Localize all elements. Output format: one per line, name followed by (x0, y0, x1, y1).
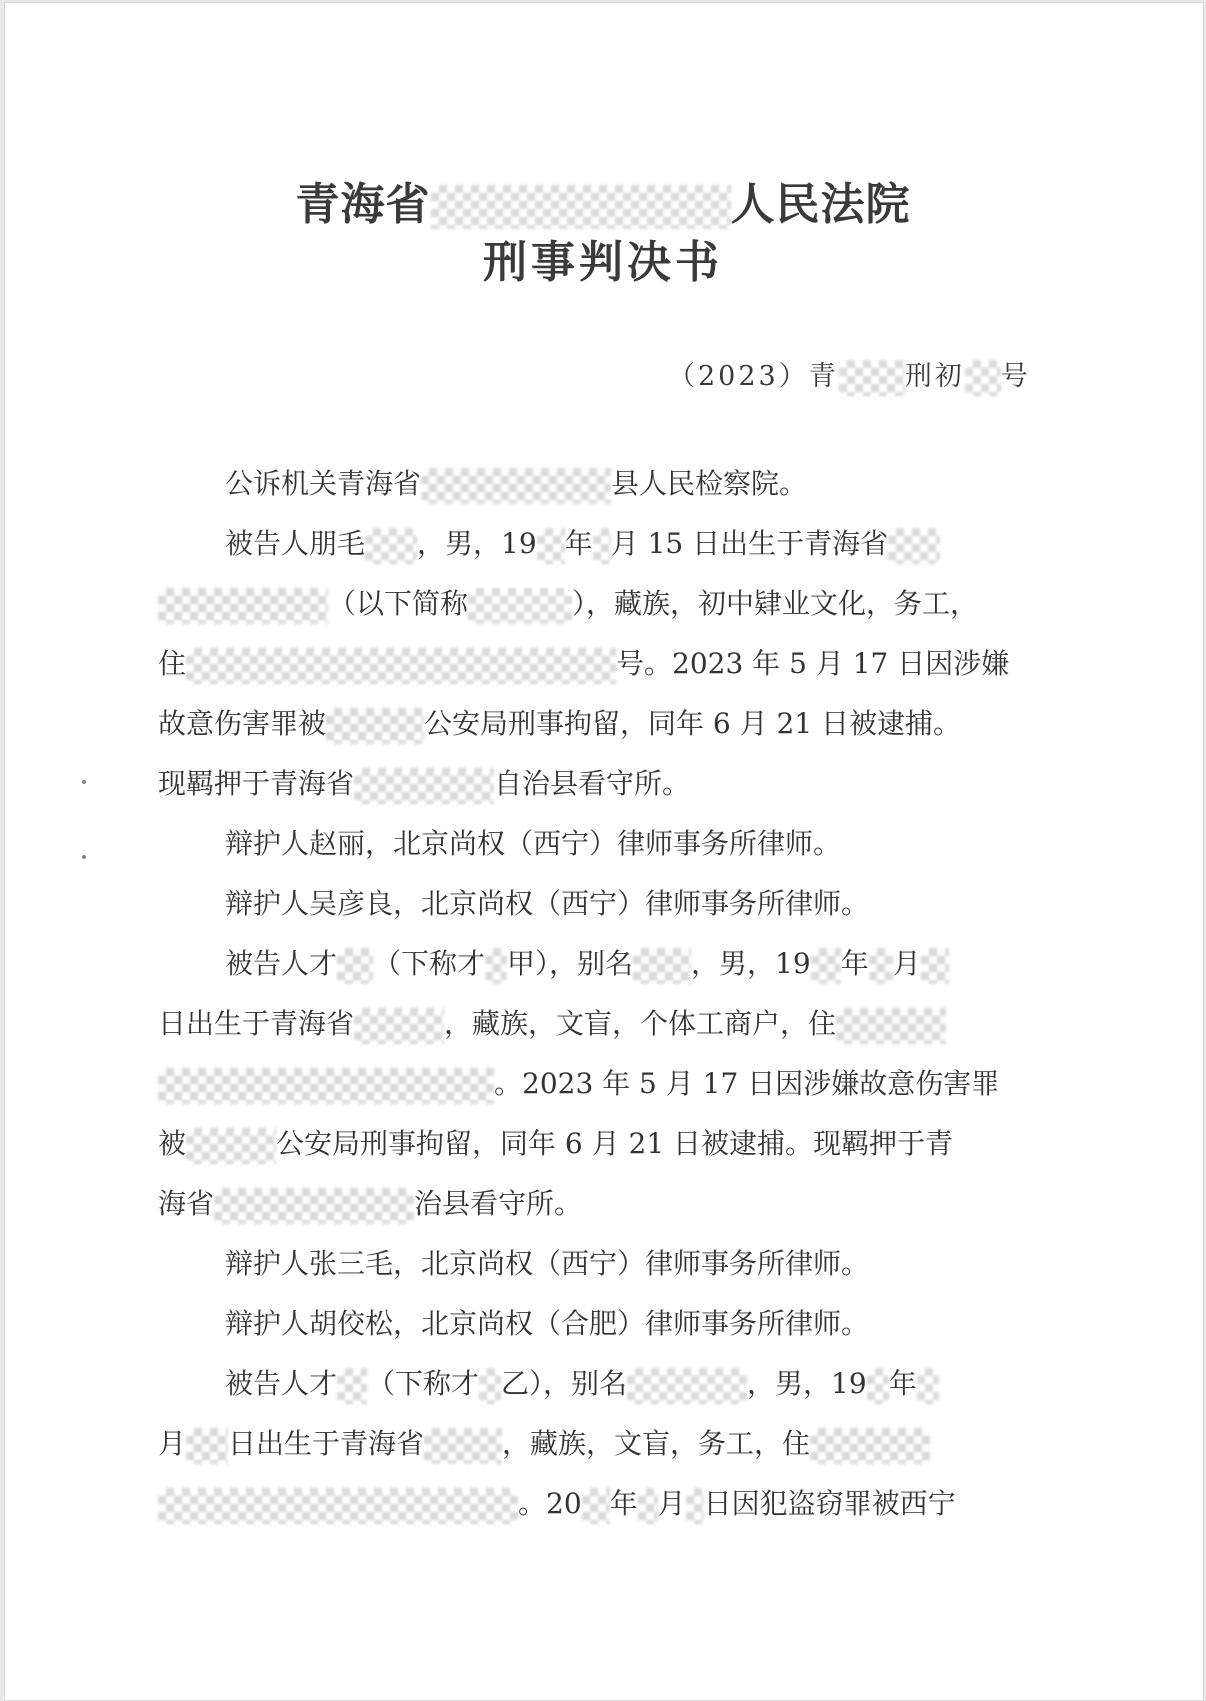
redaction-mask (633, 948, 691, 984)
text-run: 公诉机关青海省 (225, 467, 422, 500)
redaction-mask (354, 768, 494, 804)
redaction-mask (158, 588, 328, 624)
scan-speck (82, 780, 86, 784)
redaction-mask (839, 360, 905, 396)
text-run: 月 (892, 947, 921, 980)
redaction-mask (869, 948, 893, 984)
text-run: 故意伤害罪被 (158, 707, 327, 740)
text-run: 自治县看守所。 (494, 767, 691, 800)
redaction-mask (811, 948, 841, 984)
redaction-mask (921, 948, 949, 984)
redaction-mask (186, 1428, 228, 1464)
prosecutor-line (225, 462, 807, 504)
case-number-mid: 刑初 (904, 361, 965, 392)
text-run: 日出生于青海省 (228, 1427, 425, 1460)
defendant1-line-4 (158, 702, 961, 744)
text-run: （以下简称 (328, 587, 469, 620)
court-title (0, 168, 1206, 232)
redaction-mask (479, 1368, 501, 1404)
text-run: 被告人朋毛 (225, 527, 366, 560)
text-run: 被告人才 (225, 1367, 338, 1400)
text-run: 现羁押于青海省 (158, 767, 355, 800)
text-run: （下称才 (367, 1367, 480, 1400)
redaction-mask (186, 648, 616, 684)
redaction-mask (365, 528, 417, 564)
redaction-mask (158, 1488, 518, 1524)
case-number-suffix: 号 (1000, 361, 1031, 392)
defendant2-line-3 (158, 1062, 999, 1104)
text-run: 海省 (158, 1187, 215, 1220)
text-run: 日出生于青海省 (158, 1007, 355, 1040)
defendant2-line-1 (225, 942, 949, 984)
redaction-mask (867, 1368, 889, 1404)
text-run: 被 (158, 1127, 187, 1160)
text-run: 。2023 年 5 月 17 日因涉嫌故意伤害罪 (494, 1067, 1000, 1100)
text-run: ，男，19 (417, 527, 537, 560)
defendant2-line-5 (158, 1182, 582, 1224)
text-run: 被告人才 (225, 947, 338, 980)
court-title-province: 青海省 (295, 179, 431, 230)
text-run: 月 (657, 1487, 686, 1520)
defendant1-line-1 (225, 522, 940, 564)
redaction-mask (537, 528, 565, 564)
redaction-mask (627, 1368, 747, 1404)
scan-speck (82, 855, 86, 859)
defendant2-line-2 (158, 1002, 946, 1044)
redaction-mask (917, 1368, 939, 1404)
redaction-mask (582, 1488, 610, 1524)
defendant2-line-4 (158, 1122, 953, 1164)
text-run: ），藏族，初中肄业文化，务工， (572, 587, 979, 620)
text-run: 年 (840, 947, 869, 980)
defendant3-line-3 (158, 1482, 956, 1524)
redaction-mask (593, 528, 611, 564)
text-run: ，藏族，文盲，个体工商户，住 (444, 1007, 837, 1040)
text-run: 。20 (518, 1487, 582, 1520)
text-run: 公安局刑事拘留，同年 6 月 21 日被逮捕。现羁押于青 (276, 1127, 954, 1160)
defense-counsel-1: 辩护人赵丽，北京尚权（西宁）律师事务所律师。 (225, 827, 842, 860)
redaction-mask (836, 1008, 946, 1044)
case-number-prefix: （2023）青 (668, 361, 839, 392)
redaction-mask (354, 1008, 444, 1044)
case-number (668, 354, 1031, 396)
text-run: 住 (158, 647, 187, 680)
defendant1-line-2 (158, 582, 978, 624)
redaction-mask (485, 948, 507, 984)
defense-counsel-4: 辩护人胡佼松，北京尚权（合肥）律师事务所律师。 (225, 1307, 870, 1340)
defense-counsel-3: 辩护人张三毛，北京尚权（西宁）律师事务所律师。 (225, 1247, 870, 1280)
document-type-title: 刑事判决书 (483, 237, 723, 288)
text-run: 乙），别名 (501, 1367, 628, 1400)
text-run: 甲），别名 (507, 947, 634, 980)
redaction-mask (965, 360, 1001, 396)
defendant1-line-3 (158, 642, 1009, 684)
redaction-mask (468, 588, 572, 624)
text-run: ，男，19 (691, 947, 811, 980)
text-run: ，藏族，文盲，务工，住 (502, 1427, 811, 1460)
redaction-mask (158, 1068, 494, 1104)
redaction-mask (686, 1488, 704, 1524)
defendant3-line-1 (225, 1362, 939, 1404)
text-run: ，男，19 (747, 1367, 867, 1400)
court-title-suffix: 人民法院 (730, 179, 911, 230)
text-run: 月 (158, 1427, 187, 1460)
redaction-mask (431, 185, 731, 229)
text-run: 公安局刑事拘留，同年 6 月 21 日被逮捕。 (424, 707, 962, 740)
defendant1-line-5 (158, 762, 690, 804)
redaction-mask (337, 948, 373, 984)
text-run: （下称才 (373, 947, 486, 980)
defendant3-line-2 (158, 1422, 930, 1464)
redaction-mask (326, 708, 424, 744)
redaction-mask (214, 1188, 414, 1224)
defense-counsel-2: 辩护人吴彦良，北京尚权（西宁）律师事务所律师。 (225, 887, 870, 920)
redaction-mask (186, 1128, 276, 1164)
text-run: 治县看守所。 (414, 1187, 583, 1220)
redaction-mask (337, 1368, 367, 1404)
redaction-mask (810, 1428, 930, 1464)
redaction-mask (888, 528, 940, 564)
redaction-mask (424, 1428, 502, 1464)
text-run: 月 15 日出生于青海省 (610, 527, 889, 560)
text-run: 年 (609, 1487, 638, 1520)
redaction-mask (421, 468, 611, 504)
redaction-mask (638, 1488, 658, 1524)
text-run: 日因犯盗窃罪被西宁 (703, 1487, 956, 1520)
text-run: 号。2023 年 5 月 17 日因涉嫌 (616, 647, 1010, 680)
text-run: 年 (888, 1367, 917, 1400)
text-run: 县人民检察院。 (611, 467, 808, 500)
text-run: 年 (564, 527, 593, 560)
